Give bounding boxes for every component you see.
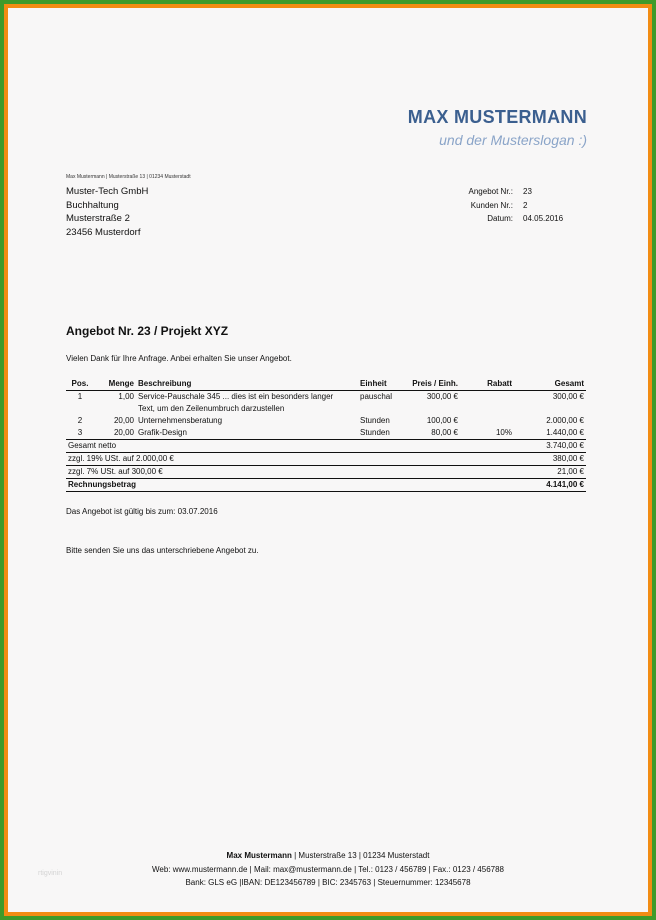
row-qty: 1,00	[118, 392, 134, 401]
row-qty: 20,00	[113, 416, 134, 425]
meta-value: 04.05.2016	[523, 214, 564, 223]
table-row	[66, 415, 586, 427]
net-total-row	[66, 440, 586, 453]
invoice-total-row	[66, 479, 586, 492]
row-description-line-2: Text, um den Zeilenumbruch darzustellen	[138, 404, 285, 413]
net-total-label: Gesamt netto	[66, 440, 514, 453]
row-total: 1.440,00 €	[546, 428, 584, 437]
row-pos: 3	[77, 428, 83, 437]
vat7-row	[66, 466, 586, 479]
document-page	[8, 8, 648, 912]
meta-row-customer-number	[418, 199, 583, 213]
meta-label: Kunden Nr.:	[470, 200, 513, 210]
recipient-department: Buchhaltung	[66, 199, 119, 211]
header-unit: Einheit	[358, 378, 404, 391]
vat7-label: zzgl. 7% USt. auf 300,00 €	[66, 466, 514, 479]
meta-value: 23	[523, 187, 532, 196]
header-unit-price: Preis / Einh.	[404, 378, 460, 391]
row-unit: pauschal	[360, 392, 393, 401]
footer-contact-line: Web: www.mustermann.de | Mail: max@mustermann.de | Tel.: 0123 / 456789 | Fax.: 0123 / 456788	[151, 864, 505, 874]
footer-address-line	[8, 849, 648, 863]
row-pos: 1	[77, 392, 83, 401]
footer	[8, 849, 648, 890]
vat19-value: 380,00 €	[514, 453, 586, 466]
meta-label: Datum:	[487, 214, 513, 223]
invoice-total-label: Rechnungsbetrag	[66, 479, 514, 492]
row-unit-price: 100,00 €	[426, 416, 458, 425]
recipient-address	[66, 185, 148, 239]
intro-text: Vielen Dank für Ihre Anfrage. Anbei erhalten Sie unser Angebot.	[66, 354, 292, 363]
validity-text: Das Angebot ist gültig bis zum: 03.07.2016	[66, 507, 218, 516]
net-total-value: 3.740,00 €	[514, 440, 586, 453]
row-discount	[460, 415, 514, 427]
invoice-total-value: 4.141,00 €	[514, 479, 586, 492]
watermark: rtigvinin	[38, 870, 63, 877]
brand-slogan: und der Musterslogan :)	[439, 132, 587, 148]
vat7-value: 21,00 €	[514, 466, 586, 479]
row-total: 300,00 €	[552, 392, 584, 401]
footer-bank-line: Bank: GLS eG |IBAN: DE123456789 | BIC: 2345763 | Steuernummer: 12345678	[185, 878, 471, 887]
meta-row-date	[418, 212, 583, 226]
row-unit: Stunden	[360, 416, 390, 425]
row-discount	[460, 391, 514, 416]
brand-name: MAX MUSTERMANN	[407, 107, 587, 127]
line-items-table	[66, 378, 586, 492]
header-discount: Rabatt	[460, 378, 514, 391]
signature-request-text: Bitte senden Sie uns das unterschriebene Angebot zu.	[66, 546, 259, 555]
header-pos: Pos.	[66, 378, 94, 391]
row-unit: Stunden	[360, 428, 390, 437]
header-description: Beschreibung	[136, 378, 358, 391]
offer-meta	[418, 185, 583, 226]
footer-address: | Musterstraße 13 | 01234 Musterstadt	[291, 851, 430, 860]
row-description	[136, 391, 358, 416]
meta-value: 2	[523, 200, 528, 210]
sender-return-line: Max Mustermann | Musterstraße 13 | 01234 Musterstadt	[66, 174, 191, 180]
vat19-row	[66, 453, 586, 466]
offer-title: Angebot Nr. 23 / Projekt XYZ	[66, 324, 229, 338]
table-row	[66, 427, 586, 440]
table-row	[66, 391, 586, 416]
table-header-row	[66, 378, 586, 391]
recipient-street: Musterstraße 2	[66, 213, 130, 224]
row-description: Unternehmensberatung	[138, 416, 223, 425]
meta-row-offer-number	[418, 185, 583, 199]
footer-name: Max Mustermann	[226, 851, 292, 860]
row-qty: 20,00	[113, 428, 134, 437]
row-description-line-1: Service-Pauschale 345 ... dies ist ein besonders langer	[138, 392, 334, 401]
row-pos: 2	[77, 416, 83, 425]
recipient-company: Muster-Tech GmbH	[66, 186, 149, 197]
header-total: Gesamt	[514, 378, 586, 391]
row-unit-price: 300,00 €	[426, 392, 458, 401]
meta-label: Angebot Nr.:	[468, 187, 513, 196]
vat19-label: zzgl. 19% USt. auf 2.000,00 €	[66, 453, 514, 466]
row-description: Grafik-Design	[138, 428, 187, 437]
row-discount: 10%	[495, 428, 512, 437]
header-qty: Menge	[94, 378, 136, 391]
row-total: 2.000,00 €	[546, 416, 584, 425]
row-unit-price: 80,00 €	[431, 428, 458, 437]
recipient-city: 23456 Musterdorf	[66, 226, 141, 238]
